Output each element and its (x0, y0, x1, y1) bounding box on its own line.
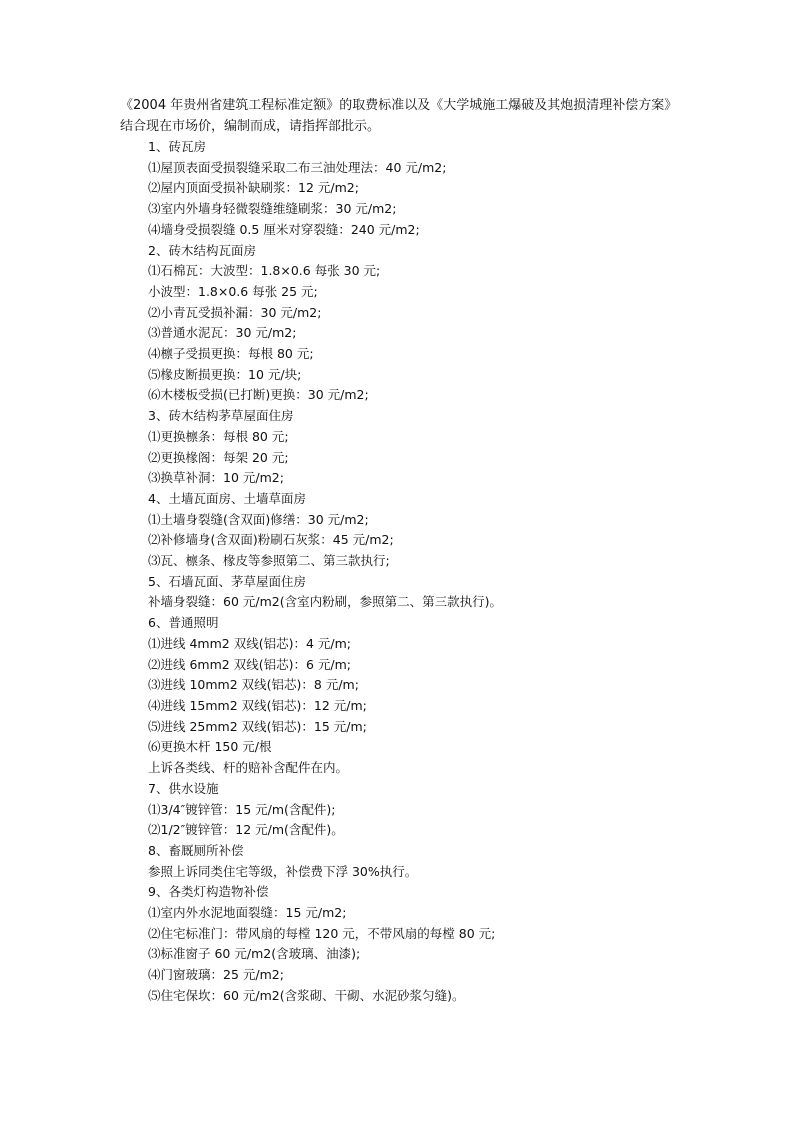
text-line: 上诉各类线、杆的赔补含配件在内。 (148, 760, 349, 776)
text-line: ⑷檩子受损更换：每根 80 元; (148, 346, 314, 362)
text-line: 2、砖木结构瓦面房 (148, 242, 256, 258)
text-line: ⑹更换木杆 150 元/根 (148, 739, 272, 755)
text-line: ⑵补修墙身(含双面)粉刷石灰浆：45 元/m2; (148, 532, 394, 548)
text-line: ⑵屋内顶面受损补缺刷浆：12 元/m2; (148, 180, 359, 196)
intro-paragraph: 《2004 年贵州省建筑工程标准定额》的取费标准以及《大学城施工爆破及其炮损清理补偿方案》结合现在市场价，编制而成，请指挥部批示。 (120, 98, 678, 134)
text-line: ⑶瓦、檩条、椽皮等参照第二、第三款执行; (148, 553, 390, 569)
text-line: 6、普通照明 (148, 615, 219, 631)
text-line: ⑵更换椽阁：每架 20 元; (148, 449, 289, 465)
text-line: ⑶进线 10mm2 双线(铝芯)：8 元/m; (148, 677, 359, 693)
text-line: ⑴3/4″镀锌管：15 元/m(含配件); (148, 801, 336, 817)
text-line: 3、砖木结构茅草屋面住房 (148, 408, 294, 424)
text-line: 9、各类灯构造物补偿 (148, 884, 269, 900)
text-line: ⑵小青瓦受损补漏：30 元/m2; (148, 304, 322, 320)
text-line: ⑶标准窗子 60 元/m2(含玻璃、油漆); (148, 946, 361, 962)
text-line: ⑸椽皮断损更换：10 元/块; (148, 366, 302, 382)
text-line: ⑶室内外墙身轻微裂缝维缝刷浆：30 元/m2; (148, 201, 397, 217)
text-line: 1、砖瓦房 (148, 139, 206, 154)
text-line: 8、畜厩厕所补偿 (148, 842, 244, 858)
text-line: 参照上诉同类住宅等级，补偿费下浮 30%执行。 (148, 863, 418, 879)
text-line: ⑴屋顶表面受损裂缝采取二布三油处理法：40 元/m2; (148, 159, 447, 175)
text-line: ⑷墙身受损裂缝 0.5 厘米对穿裂缝：240 元/m2; (148, 221, 420, 237)
text-line: ⑵1/2″镀锌管：12 元/m(含配件)。 (148, 822, 344, 838)
text-line: ⑹木楼板受损(已打断)更换：30 元/m2; (148, 387, 369, 403)
text-line: ⑸住宅保坎：60 元/m2(含浆砌、干砌、水泥砂浆匀缝)。 (148, 987, 465, 1003)
text-line: ⑶普通水泥瓦：30 元/m2; (148, 325, 297, 341)
text-line: 4、土墙瓦面房、土墙草面房 (148, 490, 306, 506)
text-line: ⑴室内外水泥地面裂缝：15 元/m2; (148, 905, 347, 921)
text-line: 补墙身裂缝：60 元/m2(含室内粉刷，参照第二、第三款执行)。 (148, 594, 502, 610)
text-line: ⑴石棉瓦：大波型：1.8×0.6 每张 30 元; (148, 263, 381, 279)
text-line: 小波型：1.8×0.6 每张 25 元; (148, 283, 318, 299)
text-line: ⑸进线 25mm2 双线(铝芯)：15 元/m; (148, 718, 367, 734)
text-line: ⑶换草补洞：10 元/m2; (148, 470, 284, 486)
document-body (120, 95, 680, 1007)
text-line: 5、石墙瓦面、茅草屋面住房 (148, 573, 306, 589)
text-line: ⑵住宅标准门：带风扇的每樘 120 元，不带风扇的每樘 80 元; (148, 925, 496, 941)
text-line: ⑵进线 6mm2 双线(铝芯)：6 元/m; (148, 656, 351, 672)
text-line: ⑷进线 15mm2 双线(铝芯)：12 元/m; (148, 697, 367, 713)
text-line: 7、供水设施 (148, 780, 219, 796)
text-line: ⑴更换檩条：每根 80 元; (148, 428, 289, 444)
text-line: ⑷门窗玻璃：25 元/m2; (148, 967, 284, 983)
line-list (120, 137, 680, 1007)
text-line: ⑴进线 4mm2 双线(铝芯)：4 元/m; (148, 635, 351, 651)
text-line: ⑴土墙身裂缝(含双面)修缮：30 元/m2; (148, 511, 369, 527)
